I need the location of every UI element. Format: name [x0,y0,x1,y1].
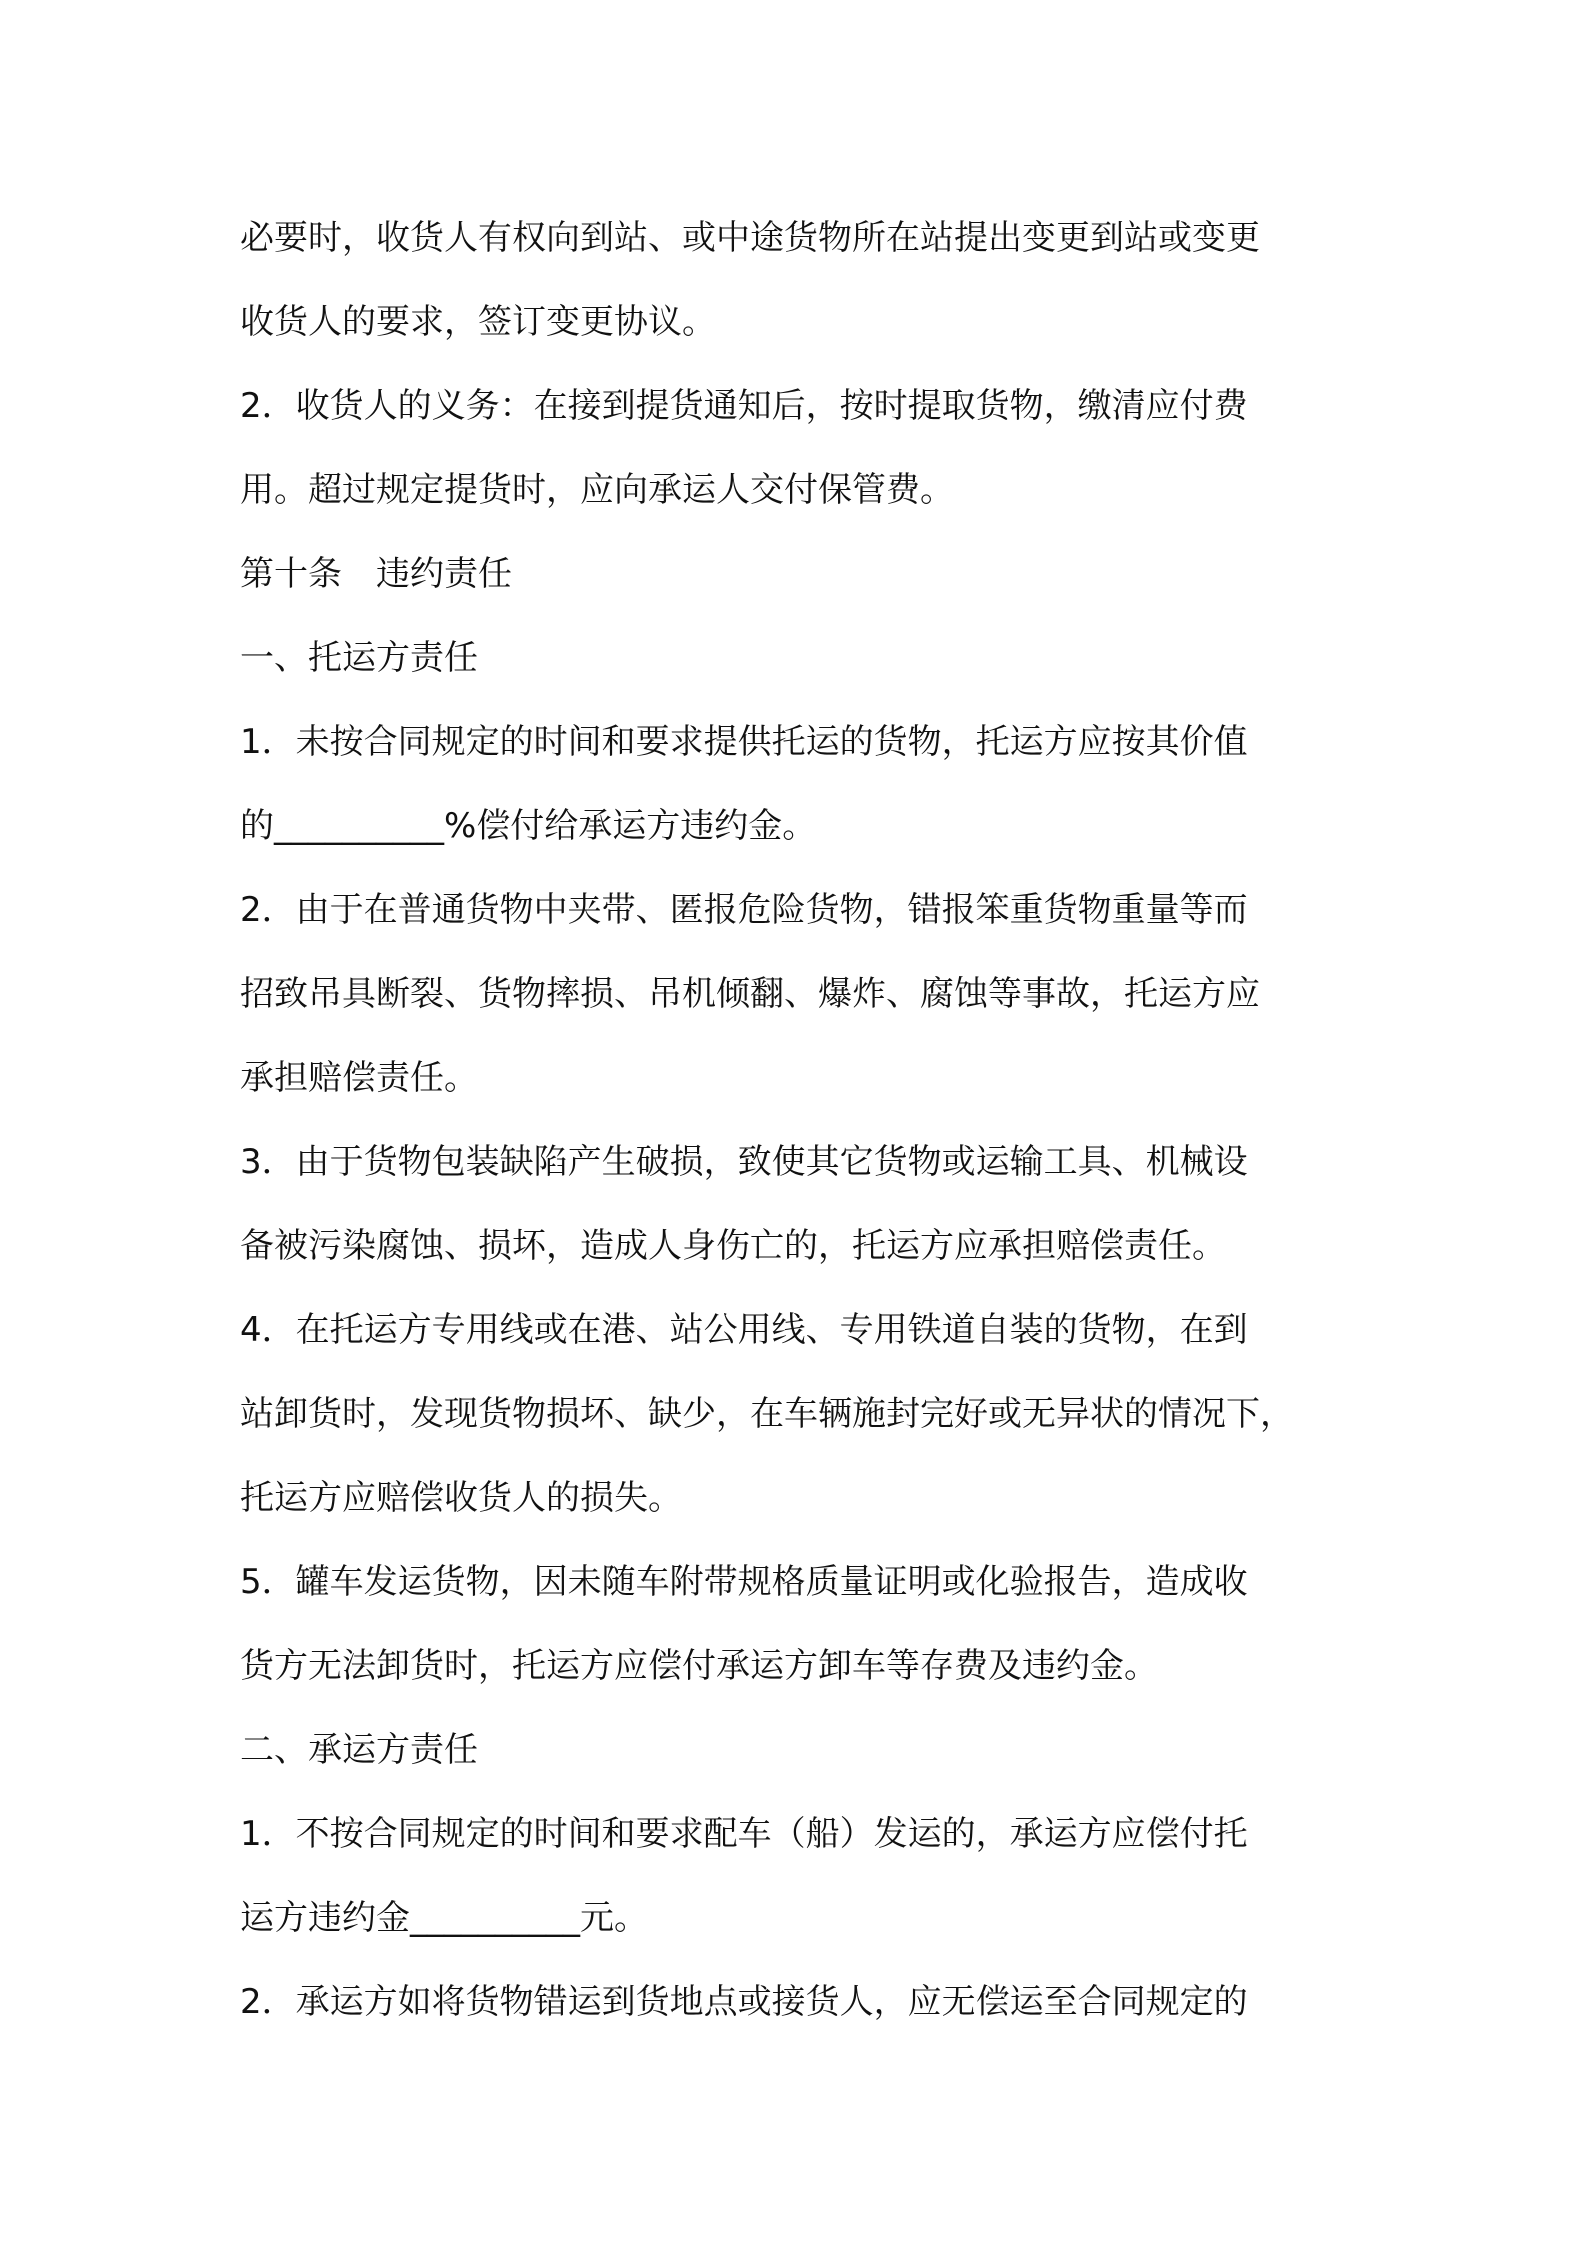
paragraph-line: 招致吊具断裂、货物摔损、吊机倾翻、爆炸、腐蚀等事故，托运方应 [240,974,1260,1014]
document-body [240,196,1360,2044]
paragraph-line: 2．承运方如将货物错运到货地点或接货人，应无偿运至合同规定的 [240,1982,1248,2022]
section-heading: 第十条 违约责任 [240,554,512,594]
paragraph-line: 3．由于货物包装缺陷产生破损，致使其它货物或运输工具、机械设 [240,1142,1248,1182]
subsection-heading: 二、承运方责任 [240,1730,478,1770]
paragraph-line: 收货人的要求，签订变更协议。 [240,302,716,342]
paragraph-line: 2．由于在普通货物中夹带、匿报危险货物，错报笨重货物重量等而 [240,890,1248,930]
paragraph-line: 1．不按合同规定的时间和要求配车（船）发运的，承运方应偿付托 [240,1814,1248,1854]
paragraph-line: 货方无法卸货时，托运方应偿付承运方卸车等存费及违约金。 [240,1646,1158,1686]
paragraph-line: 的__________%偿付给承运方违约金。 [240,806,817,846]
paragraph-line: 运方违约金__________元。 [240,1898,648,1938]
paragraph-line: 站卸货时，发现货物损坏、缺少，在车辆施封完好或无异状的情况下， [240,1394,1294,1434]
paragraph-line: 1．未按合同规定的时间和要求提供托运的货物，托运方应按其价值 [240,722,1248,762]
paragraph-line: 必要时，收货人有权向到站、或中途货物所在站提出变更到站或变更 [240,218,1260,258]
paragraph-line: 承担赔偿责任。 [240,1058,478,1098]
paragraph-line: 用。超过规定提货时，应向承运人交付保管费。 [240,470,954,510]
paragraph-line: 备被污染腐蚀、损坏，造成人身伤亡的，托运方应承担赔偿责任。 [240,1226,1226,1266]
paragraph-line: 托运方应赔偿收货人的损失。 [240,1478,682,1518]
paragraph-line: 2．收货人的义务：在接到提货通知后，按时提取货物，缴清应付费 [240,386,1248,426]
paragraph-line: 5．罐车发运货物，因未随车附带规格质量证明或化验报告，造成收 [240,1562,1248,1602]
subsection-heading: 一、托运方责任 [240,638,478,678]
paragraph-line: 4．在托运方专用线或在港、站公用线、专用铁道自装的货物，在到 [240,1310,1248,1350]
